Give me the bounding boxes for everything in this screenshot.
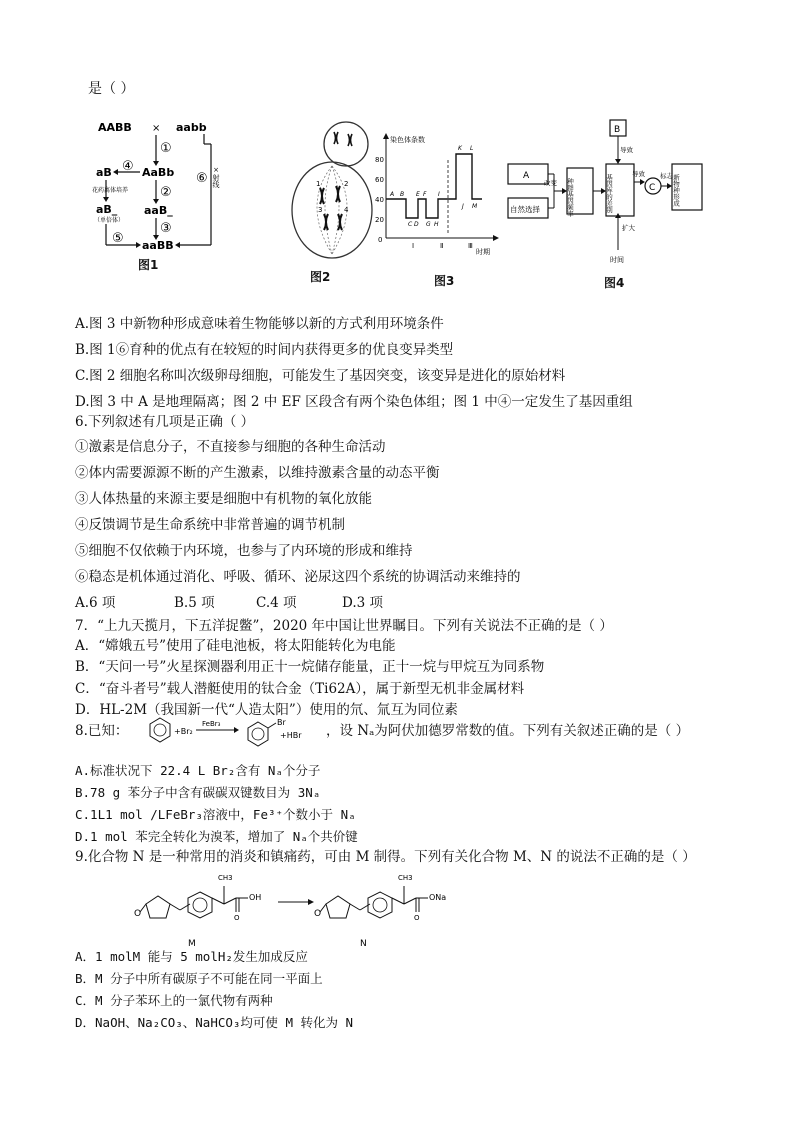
fig3-ytick-20: 20 <box>375 216 384 224</box>
fig3-point-B: B <box>400 191 405 198</box>
fig1-final: aaBB <box>142 239 174 252</box>
fig3-point-F: F <box>423 191 427 198</box>
q7-option-d: D．HL-2M（我国新一代“人造太阳”）使用的氘、氚互为同位素 <box>75 702 458 718</box>
figure-1-breeding <box>92 118 256 272</box>
fig4-gene-freq: 种群基因频率 <box>566 178 574 217</box>
q9-n-label: N <box>360 939 367 949</box>
q8-product-sub: Br <box>277 718 286 727</box>
fig1-rays: ×射线 <box>212 166 220 188</box>
fig1-ab-mid: aaB_ <box>144 204 173 217</box>
q8-suffix: ，设 Nₐ为阿伏加德罗常数的值。下列有关叙述正确的是（ ） <box>326 723 690 739</box>
q8-catalyst: FeBr₃ <box>202 720 221 728</box>
q6-choice-a: A.6 项 <box>75 595 116 611</box>
q5-option-d: D.图 3 中 A 是地理隔离；图 2 中 EF 区段含有两个染色体组；图 1 中④一定发生了基因重组 <box>75 394 633 410</box>
fig3-point-I: I <box>438 191 440 198</box>
fig3-count-line <box>386 154 482 218</box>
q9-n-ketone-o: O <box>314 909 322 919</box>
fig4-caption: 图4 <box>604 276 625 290</box>
fig3-point-H: H <box>434 221 439 228</box>
q6-item-1: ①激素是信息分子，不直接参与细胞的各种生命活动 <box>75 439 386 455</box>
q5-option-a: A.图 3 中新物种形成意味着生物能够以新的方式利用环境条件 <box>75 316 444 332</box>
q9-n-carbonyl-o: O <box>414 914 420 922</box>
fig4-change: 改变 <box>544 179 557 187</box>
q6-item-4: ④反馈调节是生命系统中非常普遍的调节机制 <box>75 517 345 533</box>
fig4-flag: 标志 <box>660 172 673 180</box>
fig4-expand: 扩大 <box>622 224 635 232</box>
q8-byproduct: +HBr <box>280 731 302 740</box>
fig1-parent1: AABB <box>98 121 132 134</box>
q8-prefix: 8.已知： <box>75 723 129 739</box>
fig3-ylabel: 染色体条数 <box>390 136 425 144</box>
fig3-phase-2: Ⅱ <box>440 242 444 250</box>
fig2-caption: 图2 <box>310 270 331 284</box>
q9-reaction-arrow <box>276 892 316 902</box>
q8-option-c: C.1L1 mol /LFeBr₃溶液中，Fe³⁺个数小于 Nₐ <box>75 807 356 822</box>
q9-option-a: A．1 molM 能与 5 molH₂发生加成反应 <box>75 949 308 964</box>
q9-m-label: M <box>188 939 196 949</box>
fig1-step2: ② <box>160 185 172 200</box>
fig3-point-J: J <box>462 203 464 210</box>
fig1-f1: AaBb <box>142 166 175 179</box>
fig3-phase-3: Ⅲ <box>468 242 473 250</box>
fig1-parent2: aabb <box>176 121 207 134</box>
q6-item-3: ③人体热量的来源主要是细胞中有机物的氧化放能 <box>75 491 372 507</box>
q6-choice-d: D.3 项 <box>342 595 384 611</box>
q9-n-ch3: CH3 <box>398 874 413 882</box>
fig1-ab-left: aB_ <box>96 203 118 216</box>
q8-reaction-scheme <box>140 714 326 748</box>
fig3-point-K: K <box>458 145 462 152</box>
fig3-xlabel: 时期 <box>476 248 490 256</box>
figure-2-cell <box>288 114 378 284</box>
fig3-point-C: C <box>408 221 413 228</box>
q9-option-c: C．M 分子苯环上的一氯代物有两种 <box>75 993 273 1008</box>
fig2-chrom-2: 2 <box>344 180 349 188</box>
fig1-step6: ⑥ <box>196 171 208 186</box>
q9-structure-m <box>134 866 280 950</box>
q6-choice-b: B.5 项 <box>174 595 215 611</box>
fig3-caption: 图3 <box>434 274 455 288</box>
q5-option-c: C.图 2 细胞名称叫次级卵母细胞，可能发生了基因突变，该变异是进化的原始材料 <box>75 368 566 384</box>
fig3-ytick-40: 40 <box>375 196 384 204</box>
q9-m-ketone-o: O <box>134 909 142 919</box>
fig3-point-D: D <box>414 221 419 228</box>
fig3-phase-1: Ⅰ <box>412 242 415 250</box>
fig2-chrom-4: 4 <box>344 206 349 214</box>
fig3-ytick-80: 80 <box>375 156 384 164</box>
q7-option-a: A．“嫦娥五号”使用了硅电池板，将太阳能转化为电能 <box>75 638 396 654</box>
fig4-gene-pool-diff: 基因库的差别 <box>605 174 613 213</box>
q8-option-d: D.1 mol 苯完全转化为溴苯，增加了 Nₐ个共价键 <box>75 829 358 844</box>
q6-item-5: ⑤细胞不仅依赖于内环境，也参与了内环境的形成和维持 <box>75 543 413 559</box>
fig1-cross: × <box>152 123 161 134</box>
q6-item-2: ②体内需要源源不断的产生激素，以维持激素含量的动态平衡 <box>75 465 440 481</box>
fig2-chrom-3: 3 <box>318 206 323 214</box>
fig2-chrom-1: 1 <box>316 180 321 188</box>
q9-m-oh: OH <box>249 893 262 902</box>
fig3-ytick-0: 0 <box>378 236 383 244</box>
q9-m-ch3: CH3 <box>218 874 233 882</box>
q9-m-carbonyl-o: O <box>234 914 240 922</box>
fig4-new-species: 新物种形成 <box>672 174 680 207</box>
q7-option-c: C．“奋斗者号”载人潜艇使用的钛合金（Ti62A），属于新型无机非金属材料 <box>75 681 525 697</box>
fig1-step3: ③ <box>160 221 172 236</box>
fig4-natural-selection: 自然选择 <box>510 205 540 214</box>
q5-option-b: B.图 1⑥育种的优点有在较短的时间内获得更多的优良变异类型 <box>75 342 454 358</box>
fig1-haploid-note: （单倍体） <box>94 217 125 224</box>
q6-stem: 6.下列叙述有几项是正确（ ） <box>75 414 255 430</box>
fig4-box-b: B <box>614 125 621 135</box>
fig1-step5: ⑤ <box>112 231 124 246</box>
fig4-lead-to-2: 导致 <box>632 170 645 178</box>
q8-option-a: A.标准状况下 22.4 L Br₂含有 Nₐ个分子 <box>75 763 321 778</box>
figure-4-speciation <box>506 118 706 290</box>
q9-stem: 9.化合物 N 是一种常用的消炎和镇痛药，可由 M 制得。下列有关化合物 M、N 的说法不正确的是（ ） <box>75 849 696 865</box>
q7-stem: 7．“上九天揽月，下五洋捉鳖”，2020 年中国让世界瞩目。下列有关说法不正确的是（ ） <box>75 618 613 634</box>
fig1-haploid-top: aB <box>96 166 112 179</box>
fig3-point-E: E <box>416 191 420 198</box>
q9-structure-n <box>314 866 470 950</box>
fig1-caption: 图1 <box>138 258 159 272</box>
fig4-box-a: A <box>523 171 530 181</box>
q8-option-b: B.78 g 苯分子中含有碳碳双键数目为 3Nₐ <box>75 785 321 800</box>
fig3-ytick-60: 60 <box>375 176 384 184</box>
fig4-lead-to: 导致 <box>620 146 633 154</box>
q9-option-b: B．M 分子中所有碳原子不可能在同一平面上 <box>75 971 323 986</box>
q8-reagent: +Br₂ <box>174 727 193 736</box>
q6-choice-c: C.4 项 <box>256 595 297 611</box>
q9-option-d: D．NaOH、Na₂CO₃、NaHCO₃均可使 M 转化为 N <box>75 1015 354 1030</box>
figure-3-chromosome-count <box>372 130 500 290</box>
fig3-point-G: G <box>426 221 431 228</box>
fig4-box-c: C <box>649 183 656 193</box>
fig1-step1: ① <box>160 141 172 156</box>
fig1-pollen-culture: 花药离体培养 <box>92 187 129 194</box>
q6-item-6: ⑥稳态是机体通过消化、呼吸、循环、泌尿这四个系统的协调活动来维持的 <box>75 569 521 585</box>
fig3-point-A: A <box>390 191 395 198</box>
q7-option-b: B．“天问一号”火星探测器利用正十一烷储存能量，正十一烷与甲烷互为同系物 <box>75 659 545 675</box>
q5-stem-end: 是（ ） <box>88 81 135 97</box>
q9-n-ona: ONa <box>429 893 447 902</box>
fig1-step4: ④ <box>122 159 134 174</box>
fig3-point-M: M <box>472 203 478 210</box>
fig3-point-L: L <box>470 145 474 152</box>
fig4-time: 时间 <box>610 256 624 264</box>
